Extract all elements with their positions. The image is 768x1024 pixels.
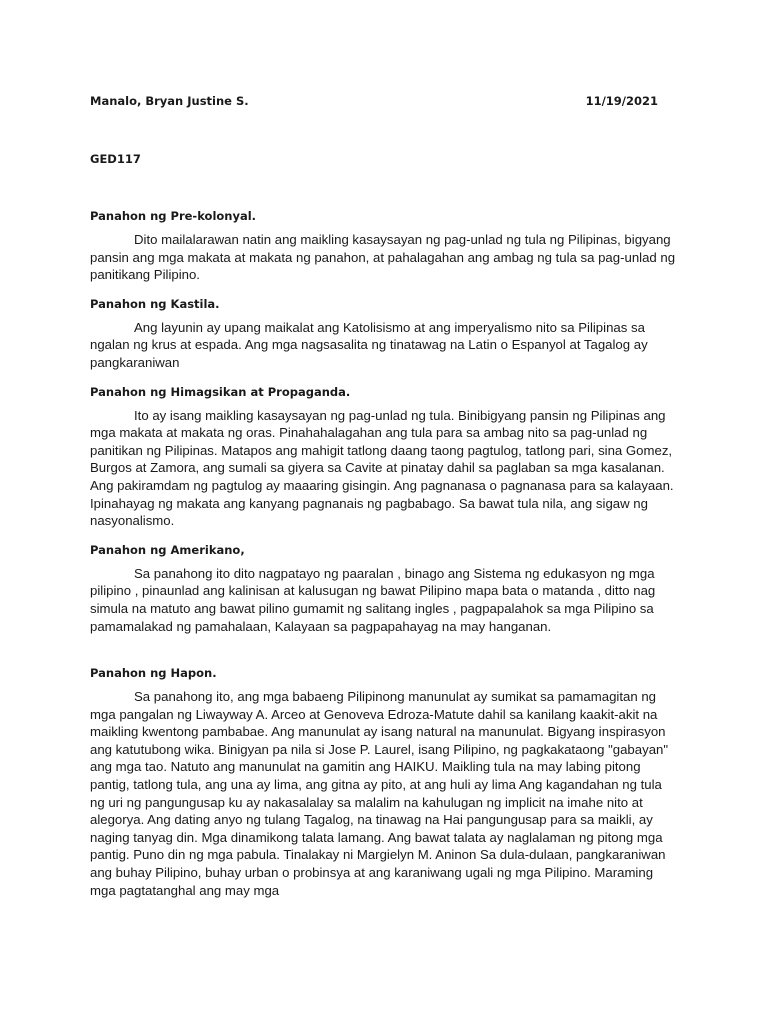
section-paragraph: Ang layunin ay upang maikalat ang Katolisismo at ang imperyalismo nito sa Pilipinas sa ngalan ng krus at espada. Ang mga nagsasalita ng tinatawag na Latin o Espanyol at Tagalog ay pangkaraniwan xyxy=(90,319,648,370)
section-paragraph: Ito ay isang maikling kasaysayan ng pag-unlad ng tula. Binibigyang pansin ng Pilipinas ang mga makata at makata ng oras. Pinahahalagahan ang tula para sa ambag nito sa pag-unlad ng panitikan ng Pilipinas. Matapos ang mahigit tatlong daang taong pagtulog, tatlong pari, sina Gomez, Burgos at Zamora, ang sumali sa giyera sa Cavite at pinatay dahil sa paglaban sa mga kasalanan. Ang pakiramdam ng pagtulog ay maaaring gisingin. Ang pagnanasa o pagnanasa para sa kalayaan. Ipinahayag ng makata ang kanyang pagnanais ng pagbabago. Sa bawat tula nila, ang sigaw ng nasyonalismo. xyxy=(90,407,674,529)
section-pre-kolonyal xyxy=(90,208,680,284)
section-paragraph: Sa panahong ito, ang mga babaeng Pilipinong manunulat ay sumikat sa pamamagitan ng mga pangalan ng Liwayway A. Arceo at Genoveva Edroza-Matute dahil sa kanilang kaakit-akit na maikling kwentong pambabae. Ang manunulat ay isang natural na manunulat. Bigyang inspirasyon ang katutubong wika. Binigyan pa nila si Jose P. Laurel, isang Pilipino, ng pagkakataong "gabayan" ang mga tao. Natuto ang manunulat na gamitin ang HAIKU. Maikling tula na may labing pitong pantig, tatlong tula, ang una ay lima, ang gitna ay pito, at ang huli ay lima Ang kagandahan ng tula ng uri ng pangungusap ku ay nakasalalay sa malalim na kahulugan ng implicit na imahe nito at alegorya. Ang dating anyo ng tulang Tagalog, na tinawag na Hai pangungusap para sa maikli, ay naging tanyag din. Mga dinamikong talata lamang. Ang bawat talata ay naglalaman ng pitong mga pantig. Puno din ng mga pabula. Tinalakay ni Margielyn M. Aninon Sa dula-dulaan, pangkaraniwan ang buhay Pilipino, buhay urban o probinsya at ang karaniwang ugali ng mga Pilipino. Maraming mga pagtatanghal ang may mga xyxy=(90,689,669,898)
section-paragraph: Sa panahong ito dito nagpatayo ng paaralan , binago ang Sistema ng edukasyon ng mga pilipino , pinaunlad ang kalinisan at kalusugan ng bawat Pilipino mapa bata o matanda , ditto nag simula na matuto ang bawat pilino gumamit ng salitang ingles , pagpapalahok sa mga Pilipino sa pamamalakad ng pamahalaan, Kalayaan sa pagpapahayag na may hanganan. xyxy=(90,565,656,634)
section-title: Panahon ng Pre-kolonyal. xyxy=(90,209,257,223)
author-name: Manalo, Bryan Justine S. xyxy=(90,94,249,108)
section-kastila xyxy=(90,296,680,372)
section-title: Panahon ng Hapon. xyxy=(90,666,217,681)
document-date: 11/19/2021 xyxy=(585,94,658,108)
header-row xyxy=(90,94,658,108)
section-himagsikan xyxy=(90,384,680,530)
section-title: Panahon ng Himagsikan at Propaganda. xyxy=(90,384,351,399)
section-hapon xyxy=(90,665,680,899)
section-title: Panahon ng Kastila. xyxy=(90,296,220,311)
document-body xyxy=(90,208,680,911)
course-code: GED117 xyxy=(90,152,141,166)
section-title: Panahon ng Amerikano, xyxy=(90,542,245,557)
section-paragraph: Dito mailalarawan natin ang maikling kasaysayan ng pag-unlad ng tula ng Pilipinas, bigyang pansin ang mga makata at makata ng panahon, at pahalagahan ang ambag ng tula sa pag-unlad ng panitikang Pilipino. xyxy=(90,232,676,283)
section-amerikano xyxy=(90,542,680,635)
